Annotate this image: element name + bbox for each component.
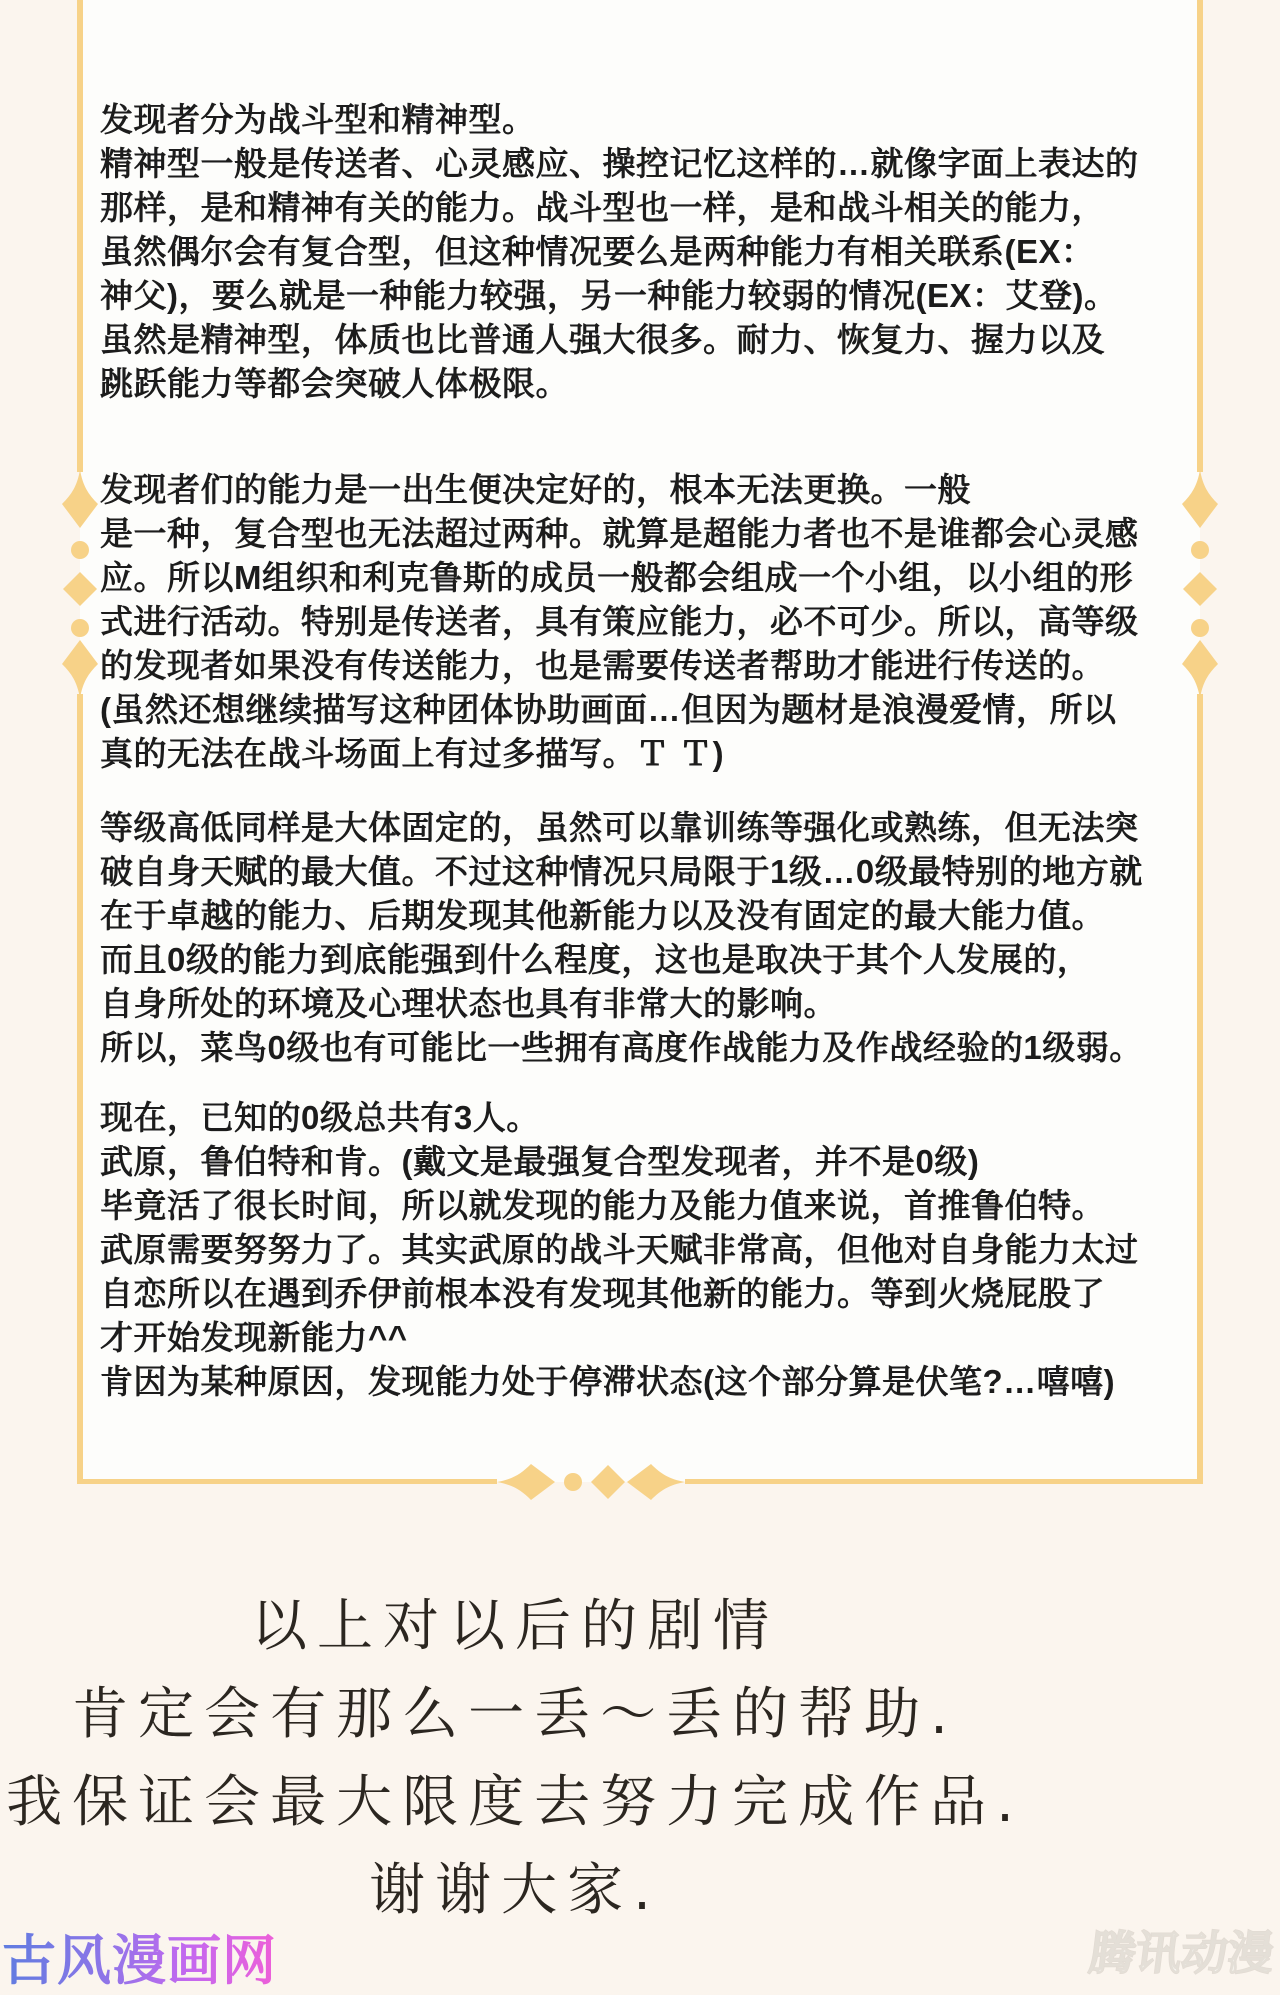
text-line: 虽然是精神型，体质也比普通人强大很多。耐力、恢复力、握力以及 — [100, 321, 1105, 358]
text-line: 武原，鲁伯特和肯。(戴文是最强复合型发现者，并不是0级) — [100, 1143, 980, 1180]
text-line: 应。所以M组织和利克鲁斯的成员一般都会组成一个小组，以小组的形 — [100, 559, 1133, 596]
text-line: 精神型一般是传送者、心灵感应、操控记忆这样的…就像字面上表达的 — [100, 145, 1139, 182]
text-line: 跳跃能力等都会突破人体极限。 — [100, 365, 569, 402]
text-line: 发现者分为战斗型和精神型。 — [100, 101, 536, 138]
handwritten-line: 以上对以后的剧情 — [251, 1594, 779, 1659]
text-line: 式进行活动。特别是传送者，具有策应能力，必不可少。所以，高等级 — [100, 603, 1139, 640]
text-line: 虽然偶尔会有复合型，但这种情况要么是两种能力有相关联系(EX： — [100, 233, 1095, 270]
text-line: 那样，是和精神有关的能力。战斗型也一样，是和战斗相关的能力， — [100, 189, 1105, 226]
handwritten-line: 肯定会有那么一丢～丢的帮助. — [72, 1682, 958, 1747]
text-line: 在于卓越的能力、后期发现其他新能力以及没有固定的最大能力值。 — [100, 897, 1105, 934]
text-line: 肯因为某种原因，发现能力处于停滞状态(这个部分算是伏笔?…嘻嘻) — [100, 1363, 1116, 1400]
watermark-tencent-comics: 腾讯动漫 — [1086, 1927, 1277, 1979]
watermark-gufengmanhua: 古风漫画网 — [2, 1918, 277, 1995]
text-line: 才开始发现新能力^^ — [100, 1319, 408, 1356]
text-line: 发现者们的能力是一出生便决定好的，根本无法更换。一般 — [100, 471, 971, 508]
afterword-paragraph-level0 — [100, 1096, 1205, 1404]
text-line: (虽然还想继续描写这种团体协助画面…但因为题材是浪漫爱情，所以 — [100, 691, 1117, 728]
text-line: 破自身天赋的最大值。不过这种情况只局限于1级…0级最特别的地方就 — [100, 853, 1143, 890]
text-line: 现在，已知的0级总共有3人。 — [100, 1099, 540, 1136]
text-line: 真的无法在战斗场面上有过多描写。Ｔ Ｔ) — [100, 735, 725, 772]
afterword-paragraph-types — [100, 98, 1205, 406]
handwritten-note — [0, 1583, 1030, 1935]
text-line: 是一种，复合型也无法超过两种。就算是超能力者也不是谁都会心灵感 — [100, 515, 1139, 552]
text-line: 武原需要努努力了。其实武原的战斗天赋非常高，但他对自身能力太过 — [100, 1231, 1139, 1268]
text-line: 而且0级的能力到底能强到什么程度，这也是取决于其个人发展的， — [100, 941, 1091, 978]
panel-left-border-top — [77, 0, 83, 472]
panel-bottom-border-right — [685, 1479, 1203, 1484]
text-line: 所以，菜鸟0级也有可能比一些拥有高度作战能力及作战经验的1级弱。 — [100, 1029, 1143, 1066]
text-line: 神父)，要么就是一种能力较强，另一种能力较弱的情况(EX：艾登)。 — [100, 277, 1118, 314]
text-line: 自恋所以在遇到乔伊前根本没有发现其他新的能力。等到火烧屁股了 — [100, 1275, 1105, 1312]
afterword-paragraph-abilities — [100, 468, 1205, 776]
bottom-diamond-divider-icon — [497, 1458, 685, 1506]
text-line: 毕竟活了很长时间，所以就发现的能力及能力值来说，首推鲁伯特。 — [100, 1187, 1105, 1224]
text-line: 的发现者如果没有传送能力，也是需要传送者帮助才能进行传送的。 — [100, 647, 1105, 684]
panel-left-border-bottom — [77, 694, 83, 1484]
left-diamond-ornament-icon — [58, 470, 102, 698]
handwritten-line: 谢谢大家. — [369, 1858, 661, 1923]
text-line: 自身所处的环境及心理状态也具有非常大的影响。 — [100, 985, 837, 1022]
text-line: 等级高低同样是大体固定的，虽然可以靠训练等强化或熟练，但无法突 — [100, 809, 1139, 846]
afterword-paragraph-levels — [100, 806, 1205, 1070]
panel-bottom-border-left — [77, 1479, 497, 1484]
handwritten-line: 我保证会最大限度去努力完成作品. — [6, 1770, 1024, 1835]
